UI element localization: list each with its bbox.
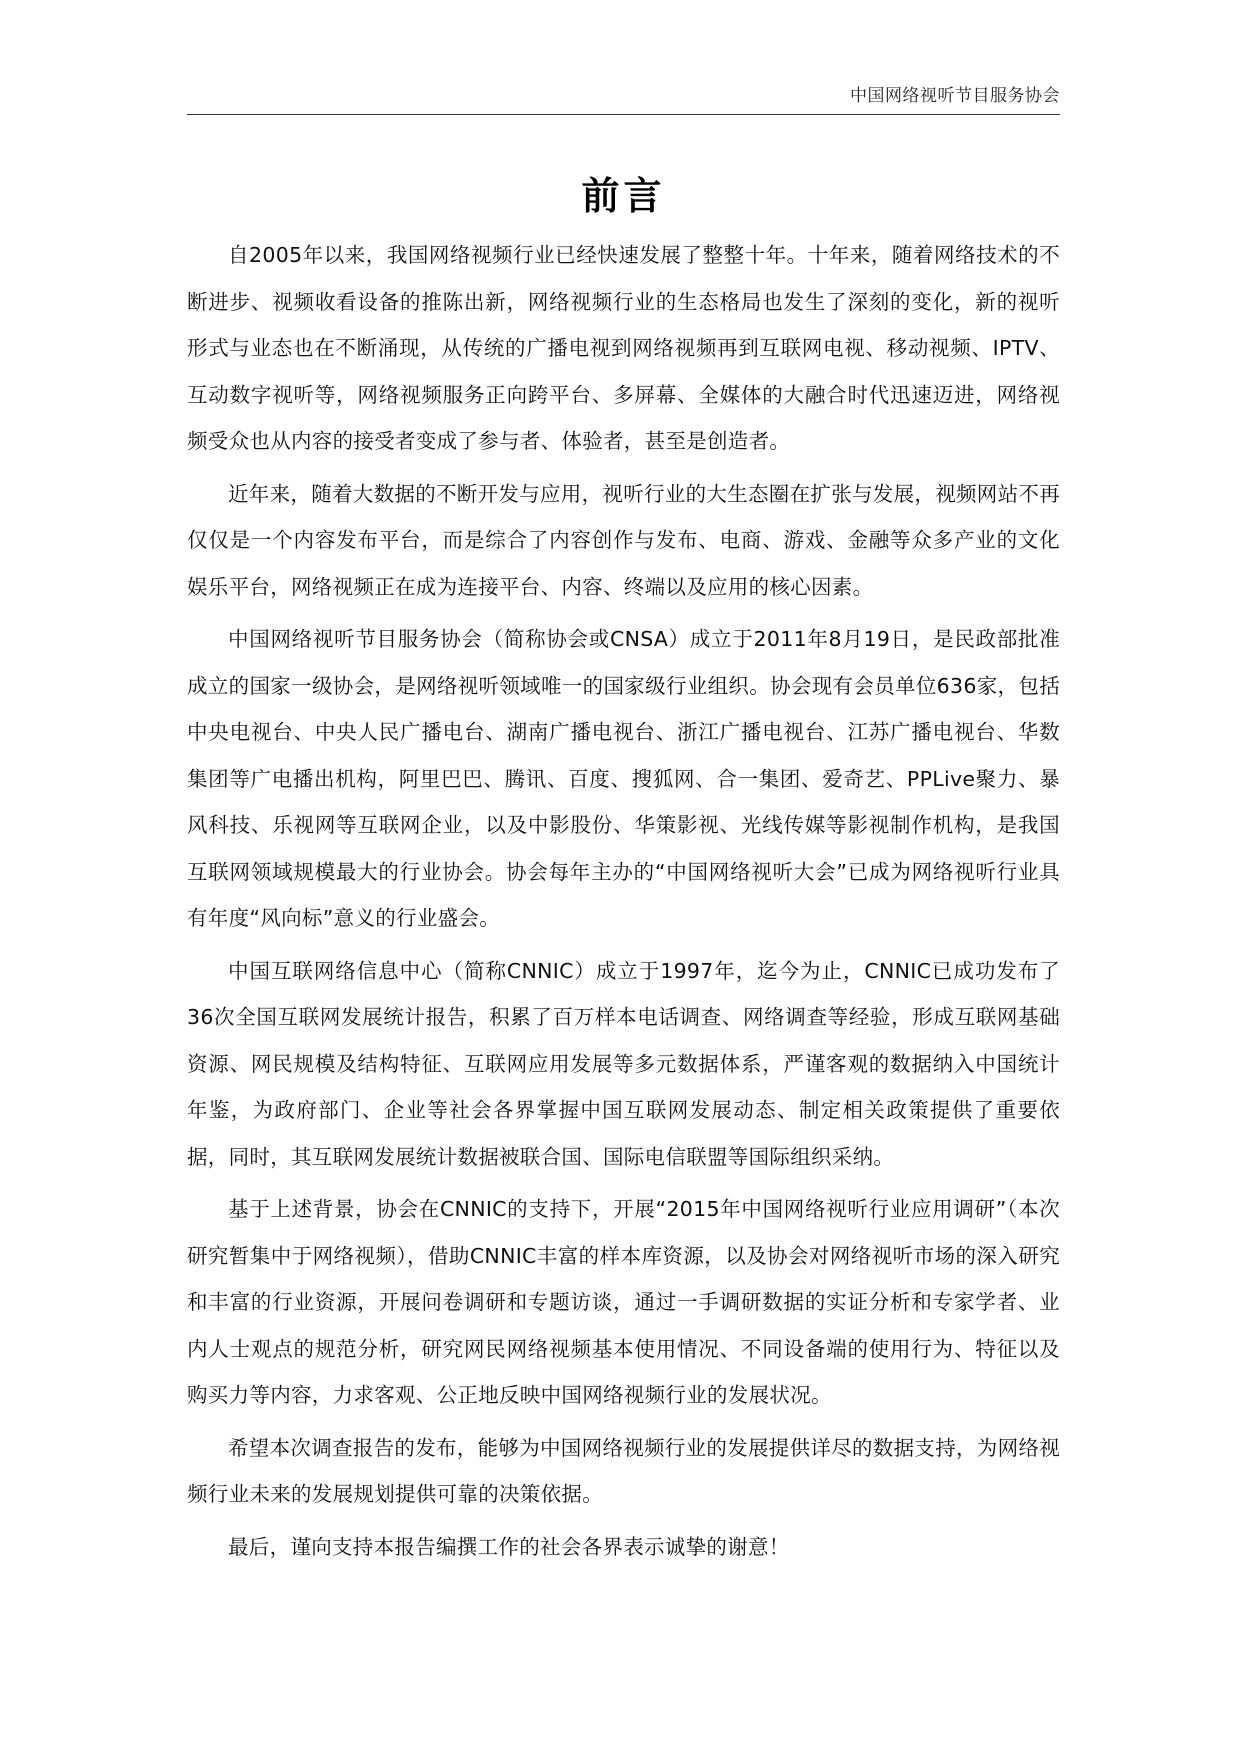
paragraph-hope: 希望本次调查报告的发布，能够为中国网络视频行业的发展提供详尽的数据支持，为网络视频行业未来的发展规划提供可靠的决策依据。 <box>187 1435 1060 1506</box>
paragraph-cnnic: 中国互联网络信息中心（简称CNNIC）成立于1997年，迄今为止，CNNIC已成功发布了36次全国互联网发展统计报告，积累了百万样本电话调查、网络调查等经验，形成互联网基础资源、网民规模及结构特征、互联网应用发展等多元数据体系，严谨客观的数据纳入中国统计年鉴，为政府部门、企业等社会各界掌握中国互联网发展动态、制定相关政策提供了重要依据，同时，其互联网发展统计数据被联合国、国际电信联盟等国际组织采纳。 <box>187 958 1060 1169</box>
paragraph-research: 基于上述背景，协会在CNNIC的支持下，开展“2015年中国网络视听行业应用调研”（本次研究暂集中于网络视频），借助CNNIC丰富的样本库资源，以及协会对网络视听市场的深入研究和丰富的行业资源，开展问卷调研和专题访谈，通过一手调研数据的实证分析和专家学者、业内人士观点的规范分析，研究网民网络视频基本使用情况、不同设备端的使用行为、特征以及购买力等内容，力求客观、公正地反映中国网络视频行业的发展状况。 <box>187 1197 1060 1407</box>
page-title: 前言 <box>581 174 666 218</box>
paragraph-thanks: 最后，谨向支持本报告编撰工作的社会各界表示诚挚的谢意！ <box>228 1534 790 1559</box>
header-divider <box>187 114 1060 115</box>
document-body <box>187 232 1060 1576</box>
paragraph-big-data: 近年来，随着大数据的不断开发与应用，视听行业的大生态圈在扩张与发展，视频网站不再仅仅是一个内容发布平台，而是综合了内容创作与发布、电商、游戏、金融等众多产业的文化娱乐平台，网络视频正在成为连接平台、内容、终端以及应用的核心因素。 <box>187 481 1060 599</box>
running-header: 中国网络视听节目服务协会 <box>850 86 1060 106</box>
paragraph-intro: 自2005年以来，我国网络视频行业已经快速发展了整整十年。十年来，随着网络技术的不断进步、视频收看设备的推陈出新，网络视频行业的生态格局也发生了深刻的变化，新的视听形式与业态也在不断涌现，从传统的广播电视到网络视频再到互联网电视、移动视频、IPTV、互动数字视听等，网络视频服务正向跨平台、多屏幕、全媒体的大融合时代迅速迈进，网络视频受众也从内容的接受者变成了参与者、体验者，甚至是创造者。 <box>187 243 1060 453</box>
paragraph-cnsa: 中国网络视听节目服务协会（简称协会或CNSA）成立于2011年8月19日，是民政部批准成立的国家一级协会，是网络视听领域唯一的国家级行业组织。协会现有会员单位636家，包括中央电视台、中央人民广播电台、湖南广播电视台、浙江广播电视台、江苏广播电视台、华数集团等广电播出机构，阿里巴巴、腾讯、百度、搜狐网、合一集团、爱奇艺、PPLive聚力、暴风科技、乐视网等互联网企业，以及中影股份、华策影视、光线传媒等影视制作机构，是我国互联网领域规模最大的行业协会。协会每年主办的“中国网络视听大会”已成为网络视听行业具有年度“风向标”意义的行业盛会。 <box>187 627 1060 930</box>
